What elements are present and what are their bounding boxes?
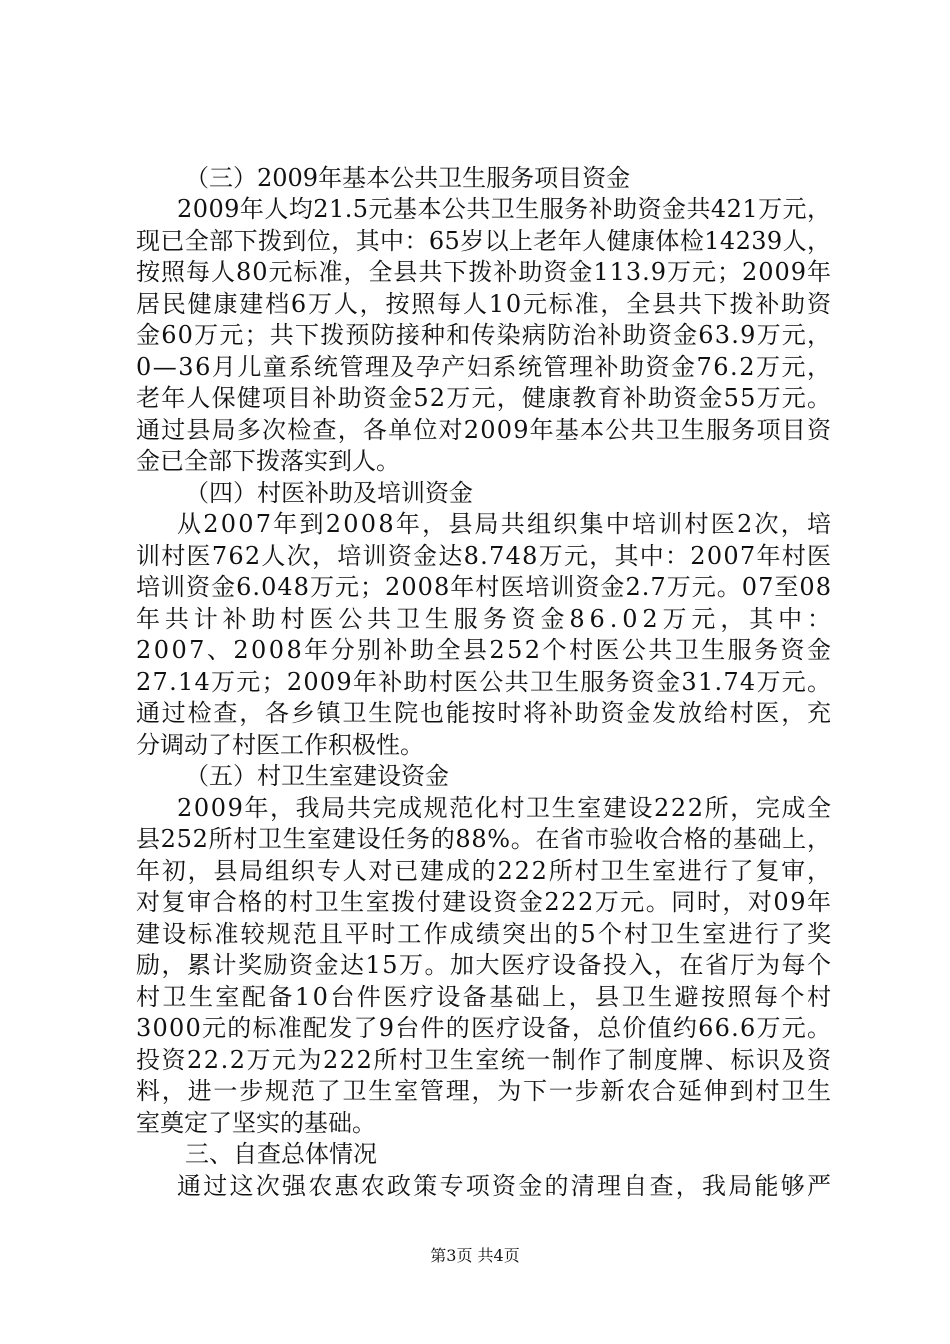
text-line: 年初，县局组织专人对已建成的222所村卫生室进行了复审， [136, 857, 833, 885]
text-line: 0—36月儿童系统管理及孕产妇系统管理补助资金76.2万元， [136, 353, 833, 381]
page-footer: 第3页 共4页 [430, 1246, 520, 1265]
text-line: 村卫生室配备10台件医疗设备基础上，县卫生避按照每个村 [136, 983, 834, 1011]
text-line: 料，进一步规范了卫生室管理，为下一步新农合延伸到村卫生 [136, 1077, 833, 1105]
text-line: 金已全部下拨落实到人。 [136, 447, 400, 475]
text-line: 居民健康建档6万人，按照每人10元标准，全县共下拨补助资 [136, 290, 833, 318]
text-line: （四）村医补助及培训资金 [185, 479, 473, 507]
text-line: 通过这次强农惠农政策专项资金的清理自查，我局能够严 [177, 1172, 834, 1200]
text-line: 三、自查总体情况 [185, 1140, 377, 1168]
text-line: 励，累计奖励资金达15万。加大医疗设备投入，在省厅为每个 [136, 951, 833, 979]
text-line: （五）村卫生室建设资金 [185, 762, 449, 790]
text-line: 金60万元；共下拨预防接种和传染病防治补助资金63.9万元， [136, 321, 833, 349]
text-line: 现已全部下拨到位，其中：65岁以上老年人健康体检14239人， [136, 227, 832, 255]
text-line: 3000元的标准配发了9台件的医疗设备，总价值约66.6万元。 [136, 1014, 833, 1042]
text-line: 对复审合格的村卫生室拨付建设资金222万元。同时，对09年 [136, 888, 833, 916]
text-line: 从2007年到2008年，县局共组织集中培训村医2次，培 [177, 510, 834, 538]
text-line: 27.14万元；2009年补助村医公共卫生服务资金31.74万元。 [136, 668, 833, 696]
text-line: （三）2009年基本公共卫生服务项目资金 [185, 164, 631, 192]
text-line: 建设标准较规范且平时工作成绩突出的5个村卫生室进行了奖 [136, 920, 834, 948]
text-line: 2009年人均21.5元基本公共卫生服务补助资金共421万元， [177, 195, 832, 223]
text-line: 2007、2008年分别补助全县252个村医公共卫生服务资金 [136, 636, 834, 664]
text-line: 室奠定了坚实的基础。 [136, 1109, 376, 1137]
text-line: 按照每人80元标准，全县共下拨补助资金113.9万元；2009年 [136, 258, 832, 286]
text-line: 通过检查，各乡镇卫生院也能按时将补助资金发放给村医，充 [136, 699, 833, 727]
text-line: 通过县局多次检查，各单位对2009年基本公共卫生服务项目资 [136, 416, 833, 444]
text-line: 年共计补助村医公共卫生服务资金86.02万元，其中： [136, 605, 836, 633]
text-line: 县252所村卫生室建设任务的88%。在省市验收合格的基础上， [136, 825, 832, 853]
text-line: 训村医762人次，培训资金达8.748万元，其中：2007年村医 [136, 542, 833, 570]
text-line: 老年人保健项目补助资金52万元，健康教育补助资金55万元。 [136, 384, 833, 412]
text-line: 培训资金6.048万元；2008年村医培训资金2.7万元。07至08 [136, 573, 833, 601]
text-line: 投资22.2万元为222所村卫生室统一制作了制度牌、标识及资 [136, 1046, 833, 1074]
text-line: 2009年，我局共完成规范化村卫生室建设222所，完成全 [177, 794, 833, 822]
text-line: 分调动了村医工作积极性。 [136, 731, 424, 759]
